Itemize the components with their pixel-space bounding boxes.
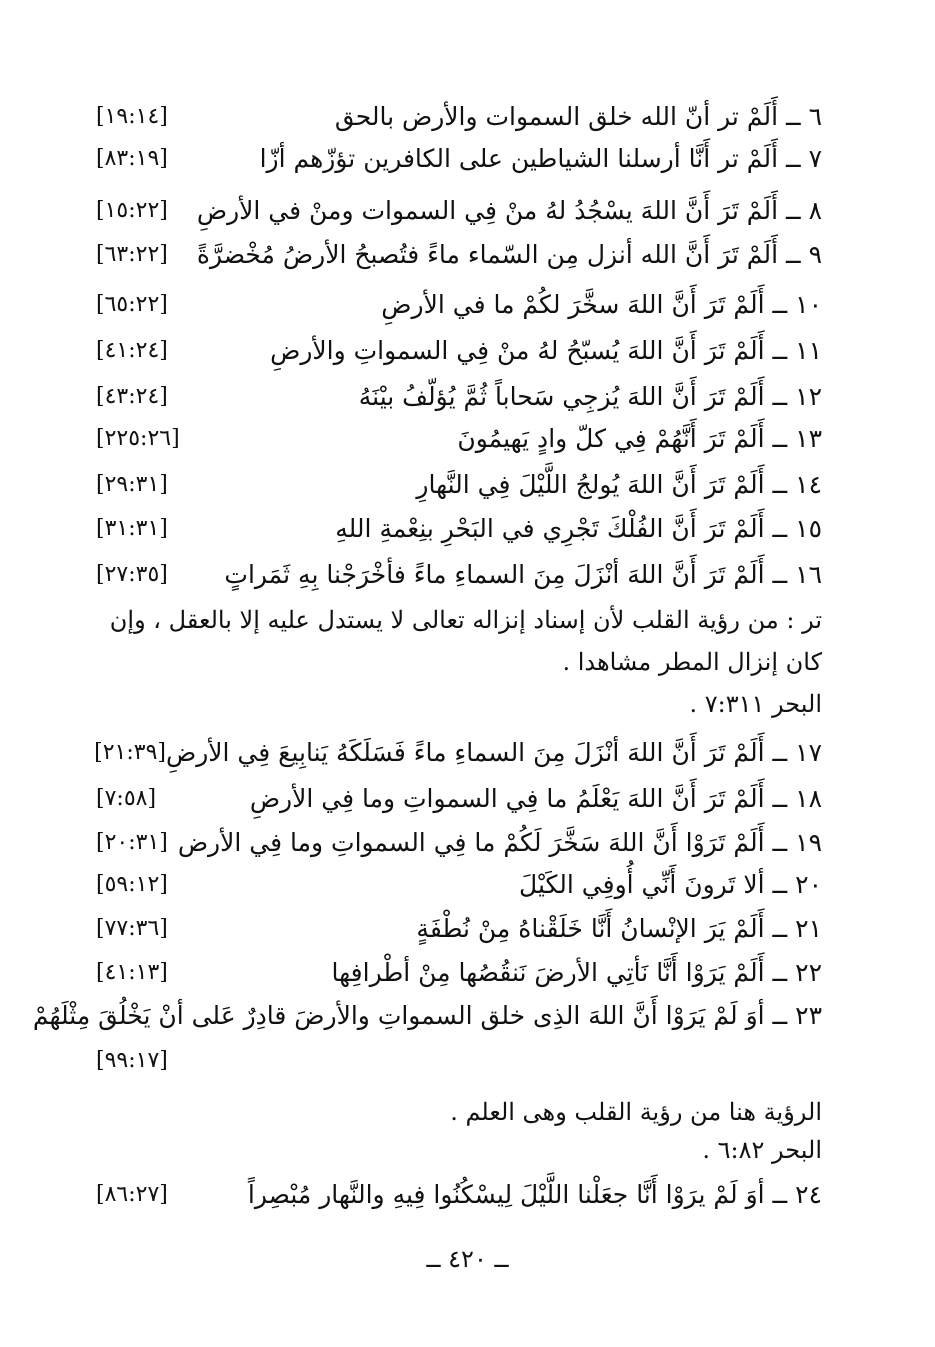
verse-text: ١٢ ــ أَلَمْ تَرَ أَنَّ اللهَ يُزجِي سَحاباً ثُمَّ يُؤلّفُ بيْنَهُ	[358, 381, 822, 411]
verse-reference: [٥٩:١٢]	[96, 871, 168, 897]
verse-reference: [٧:٥٨]	[96, 785, 157, 811]
verse-reference: [٤١:١٣]	[96, 959, 168, 985]
verse-line-21	[96, 904, 822, 952]
verse-line-12	[96, 372, 822, 420]
verse-text: ١٧ ــ أَلَمْ تَرَ أَنَّ اللهَ أنْزَلَ مِنَ السماءِ ماءً فَسَلَكَهُ يَنابِيعَ فِي الأرضِ	[165, 737, 822, 767]
verse-text: ١٩ ــ أَلَمْ تَرَوْا أَنَّ اللهَ سَخَّرَ لَكُمْ ما فِي السمواتِ وما فِي الأرض	[177, 827, 822, 857]
verse-line-8	[96, 186, 822, 234]
verse-reference: [٢٢٥:٢٦]	[96, 425, 180, 451]
verse-reference: [٧٧:٣٦]	[96, 915, 168, 941]
source-citation: البحر ٦:٨٢ .	[702, 1136, 822, 1164]
verse-reference: [٢٧:٣٥]	[96, 561, 168, 587]
verse-line-20	[96, 860, 822, 908]
verse-reference: [٢٩:٣١]	[96, 471, 168, 497]
verse-text: ١٦ ــ أَلَمْ تَرَ أَنَّ اللهَ أنْزَلَ مِنَ السماءِ ماءً فأخْرَجْنا بِهِ ثَمَراتٍ	[224, 559, 822, 589]
commentary-line: كان إنزال المطر مشاهدا .	[562, 648, 822, 676]
verse-text: ١١ ــ أَلَمْ تَرَ أَنَّ اللهَ يُسبّحُ لهُ منْ فِي السمواتِ والأرضِ	[270, 335, 822, 365]
verse-text: ١٠ ــ أَلَمْ تَرَ أَنَّ اللهَ سخَّرَ لكُمْ ما في الأرضِ	[381, 289, 822, 319]
verse-line-14	[96, 460, 822, 508]
source-citation: البحر ٧:٣١١ .	[689, 690, 822, 718]
verse-line-24	[96, 1170, 822, 1218]
verse-reference: [١٩:١٤]	[96, 103, 168, 129]
verse-reference: [٨٣:١٩]	[96, 145, 168, 171]
commentary-line: تر : من رؤية القلب لأن إسناد إنزاله تعالى لا يستدل عليه إلا بالعقل ، وإن	[109, 606, 822, 634]
verse-line-11	[96, 326, 822, 374]
verse-reference: [٢٠:٣١]	[96, 829, 168, 855]
verse-line-18	[96, 774, 822, 822]
verse-text: ٢١ ــ أَلَمْ يَرَ الإنْسانُ أَنَّا خَلَقْناهُ مِنْ نُطْفَةٍ	[416, 913, 822, 943]
verse-reference: [٨٦:٢٧]	[96, 1181, 168, 1207]
verse-line-19	[96, 818, 822, 866]
verse-reference: [٣١:٣١]	[96, 515, 168, 541]
verse-reference: [٦٥:٢٢]	[96, 291, 168, 317]
verse-line-17	[96, 728, 822, 776]
verse-line-16	[96, 550, 822, 598]
verse-line-22	[96, 948, 822, 996]
verse-text: ٨ ــ أَلَمْ تَرَ أَنَّ اللهَ يسْجُدُ لهُ منْ فِي السموات ومنْ في الأرضِ	[196, 195, 822, 225]
verse-line-7	[96, 134, 822, 182]
verse-reference: [٦٣:٢٢]	[96, 241, 168, 267]
verse-line-15	[96, 504, 822, 552]
verse-line-9	[96, 230, 822, 278]
verse-text: ١٣ ــ أَلَمْ تَرَ أَنَّهُمْ فِي كلّ وادٍ يَهيمُونَ	[457, 423, 822, 453]
commentary-line: الرؤية هنا من رؤية القلب وهى العلم .	[450, 1098, 822, 1126]
verse-text: ٢٤ ــ أوَ لَمْ يرَوْا أَنَّا جعَلْنا اللَّيْلَ لِيسْكُنُوا فِيهِ والنَّهار مُبْصِراً	[247, 1179, 822, 1209]
verse-line-6	[96, 92, 822, 140]
verse-reference: [١٥:٢٢]	[96, 197, 168, 223]
verse-text: ١٥ ــ أَلَمْ تَرَ أَنَّ الفُلْكَ تَجْرِي في البَحْرِ بنِعْمةِ اللهِ	[335, 513, 822, 543]
verse-text: ١٤ ــ أَلَمْ تَرَ أَنَّ اللهَ يُولجُ اللَّيْلَ فِي النَّهارِ	[416, 469, 822, 499]
verse-reference: [٢١:٣٩]	[94, 739, 166, 765]
verse-reference: [٩٩:١٧]	[96, 1048, 168, 1073]
verse-reference: [٤١:٢٤]	[96, 337, 168, 363]
page-number: ــ ٤٢٠ ــ	[426, 1245, 509, 1273]
verse-line-13	[96, 414, 822, 462]
verse-reference: [٤٣:٢٤]	[96, 383, 168, 409]
verse-text: ٩ ــ أَلَمْ تَرَ أَنَّ الله أنزل مِن السّماء ماءً فتُصبحُ الأرضُ مُخْضرَّةً	[196, 239, 822, 269]
verse-text: ٢٠ ــ ألا تَرونَ أَنِّي أُوفِي الكَيْلَ	[519, 869, 822, 899]
verse-text: ٢٢ ــ أَلَمْ يَرَوْا أَنَّا نَأتِي الأرضَ نَنقُصُها مِنْ أطْرافِها	[331, 957, 822, 987]
verse-line-10	[96, 280, 822, 328]
verse-text: ١٨ ــ أَلَمْ تَرَ أَنَّ اللهَ يَعْلَمُ ما فِي السمواتِ وما فِي الأرضِ	[249, 783, 822, 813]
verse-line-23-text: ٢٣ ــ أوَ لَمْ يَرَوْا أَنَّ اللهَ الذِى خلق السمواتِ والأرضَ قادِرٌ عَلى أنْ يَخْلُقَ مِثْلَهُمْ	[32, 1001, 822, 1030]
verse-text: ٦ ــ أَلَمْ تر أنّ الله خلق السموات والأرض بالحق	[334, 101, 822, 131]
verse-text: ٧ ــ أَلَمْ تر أَنَّا أرسلنا الشياطين على الكافرين تؤزّهم أزّا	[259, 143, 822, 173]
